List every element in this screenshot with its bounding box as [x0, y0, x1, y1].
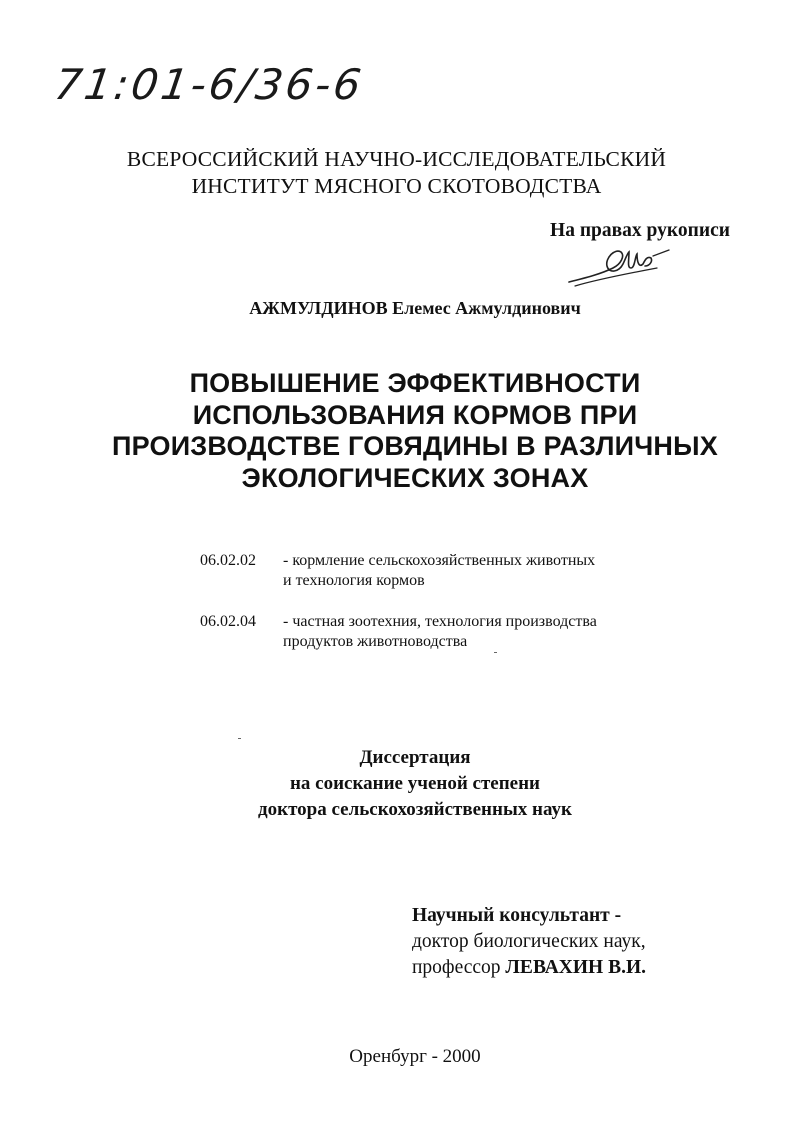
specialty-description: - частная зоотехния, технология производства	[283, 613, 597, 630]
signature-mark	[565, 244, 675, 290]
author-surname: АЖМУЛДИНОВ	[249, 298, 388, 318]
specialty-description: - кормление сельскохозяйственных животных	[283, 552, 596, 569]
consultant-title-name	[412, 955, 646, 981]
title-line: ПОВЫШЕНИЕ ЭФФЕКТИВНОСТИ	[189, 368, 641, 398]
consultant-title: профессор	[412, 957, 501, 978]
rights-note: На правах рукописи	[550, 220, 730, 241]
archive-code-handwritten: 71:01-6/36-6	[51, 60, 367, 109]
dissertation-title	[0, 368, 793, 494]
institute-name	[0, 146, 793, 200]
degree-line-3: доктора сельскохозяйственных наук	[258, 799, 572, 820]
author-given-names: Елемес Ажмулдинович	[392, 298, 581, 318]
city-year: Оренбург - 2000	[349, 1046, 481, 1067]
specialty-description-cont: и технология кормов	[283, 572, 425, 589]
consultant-degree: доктор биологических наук,	[412, 931, 646, 952]
specialty-item	[200, 612, 660, 654]
scan-speck	[494, 652, 497, 653]
title-line: ПРОИЗВОДСТВЕ ГОВЯДИНЫ В РАЗЛИЧНЫХ	[112, 431, 718, 461]
institute-line-2: ИНСТИТУТ МЯСНОГО СКОТОВОДСТВА	[191, 174, 602, 198]
title-line: ИСПОЛЬЗОВАНИЯ КОРМОВ ПРИ	[192, 399, 638, 430]
specialty-item	[200, 551, 660, 593]
specialty-code: 06.02.04	[200, 613, 256, 630]
specialty-code: 06.02.02	[200, 552, 256, 569]
consultant-heading: Научный консультант -	[412, 905, 622, 926]
title-line: ЭКОЛОГИЧЕСКИХ ЗОНАХ	[241, 462, 589, 493]
consultant-name: ЛЕВАХИН В.И.	[505, 957, 647, 978]
degree-statement	[0, 745, 793, 823]
institute-line-1: ВСЕРОССИЙСКИЙ НАУЧНО-ИССЛЕДОВАТЕЛЬСКИЙ	[126, 147, 667, 171]
scientific-consultant	[412, 903, 646, 981]
author-name	[0, 298, 793, 319]
specialty-description-cont: продуктов животноводства	[283, 633, 468, 650]
scan-speck	[238, 738, 241, 739]
degree-line-2: на соискание ученой степени	[289, 773, 540, 794]
degree-line-1: Диссертация	[359, 747, 471, 768]
